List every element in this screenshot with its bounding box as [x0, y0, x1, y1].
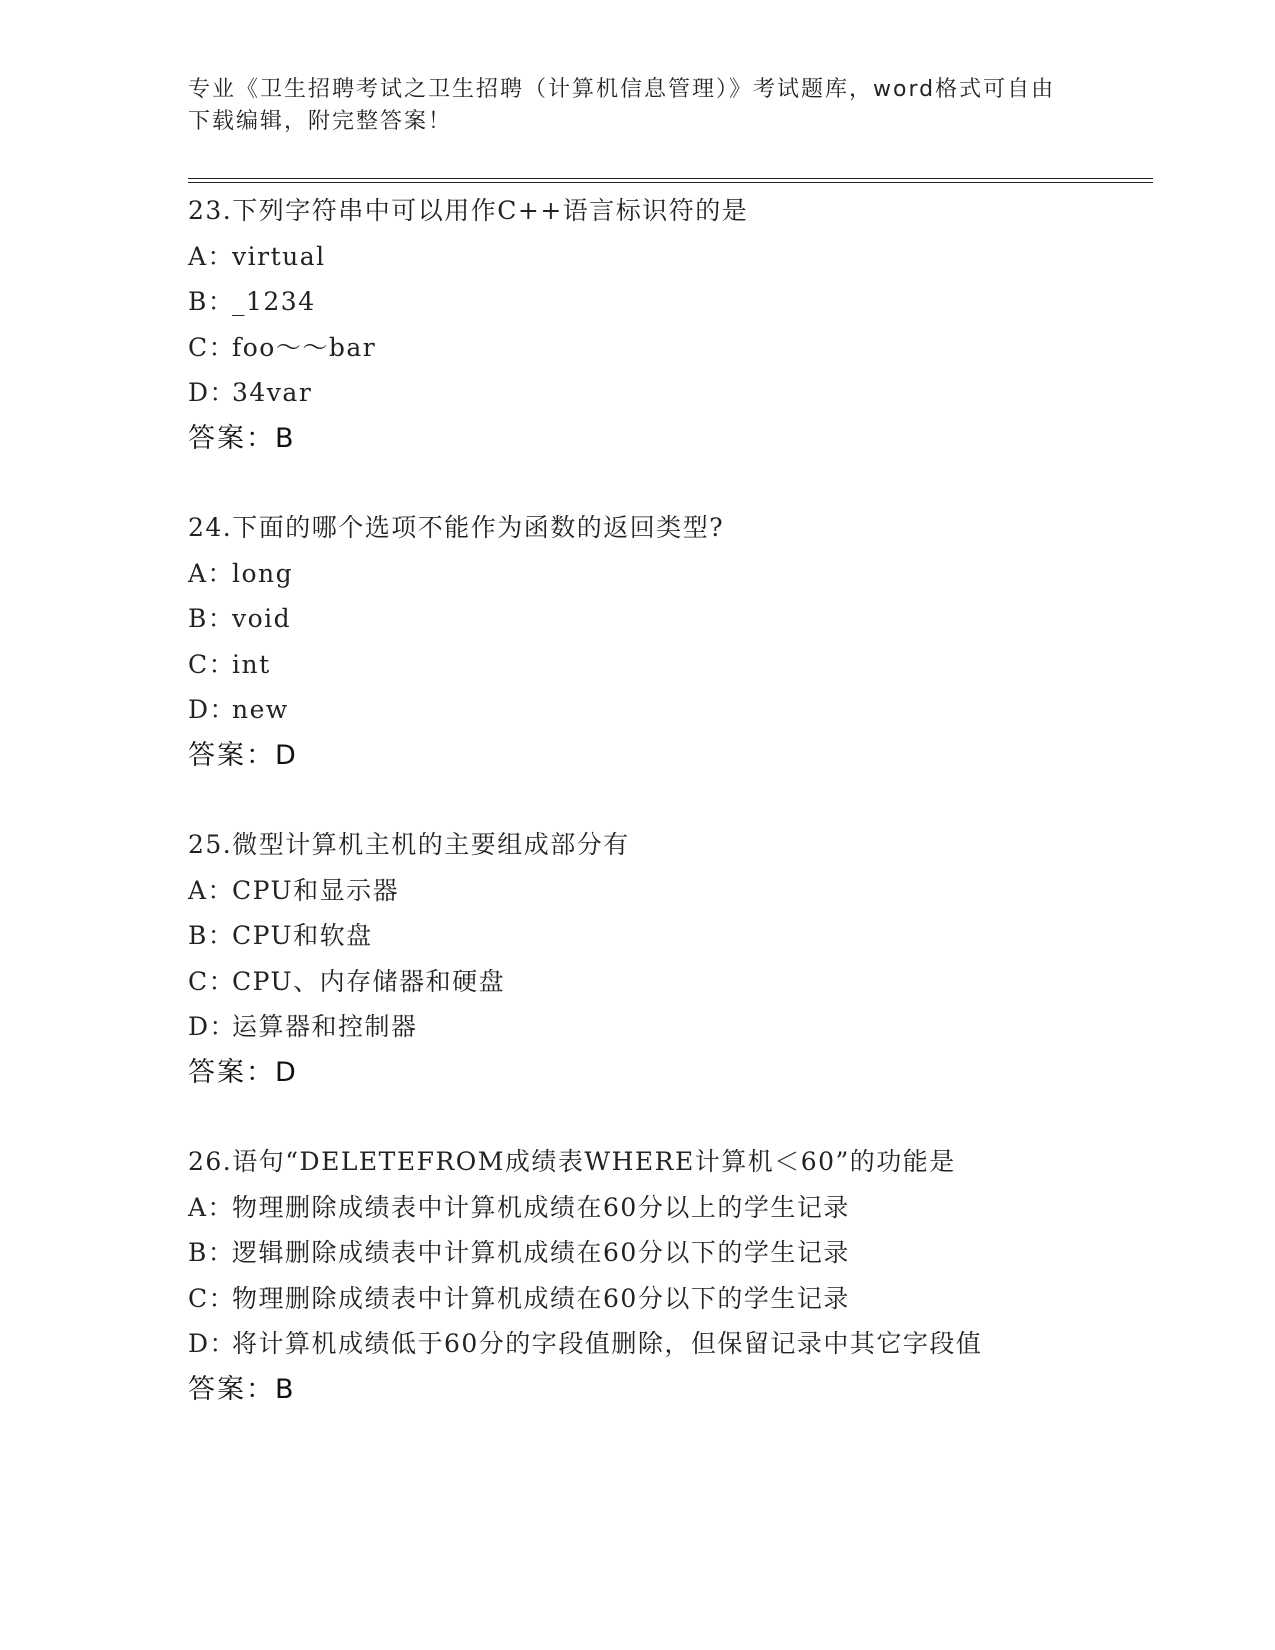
option-text: 物理删除成绩表中计算机成绩在60分以下的学生记录 — [232, 1283, 850, 1313]
option-text: long — [232, 558, 294, 588]
option-a — [188, 1185, 1148, 1231]
option-text: 将计算机成绩低于60分的字段值删除，但保留记录中其它字段值 — [232, 1329, 983, 1358]
option-key: C： — [188, 966, 236, 996]
option-text: new — [232, 695, 289, 724]
option-key: B： — [188, 604, 235, 633]
option-key: B： — [188, 1238, 235, 1267]
option-c — [188, 959, 1148, 1005]
option-text: CPU和软盘 — [232, 921, 373, 950]
answer-label: 答案： — [188, 1373, 275, 1405]
option-text: void — [232, 604, 292, 633]
option-key: A： — [188, 1192, 235, 1222]
option-key: A： — [188, 558, 235, 588]
option-a — [188, 868, 1148, 914]
option-a — [188, 551, 1148, 597]
document-header: 专业《卫生招聘考试之卫生招聘（计算机信息管理）》考试题库，word格式可自由下载编辑，附完整答案！ — [188, 77, 1056, 134]
option-d — [188, 1321, 1148, 1367]
option-text: 运算器和控制器 — [232, 1012, 418, 1041]
option-c — [188, 325, 1148, 371]
option-d — [188, 687, 1148, 733]
option-b — [188, 1230, 1148, 1276]
option-key: D： — [188, 1012, 237, 1041]
option-key: A： — [188, 241, 235, 271]
option-key: C： — [188, 332, 236, 362]
option-text: CPU、内存储器和硬盘 — [232, 966, 506, 996]
option-text: foo～～bar — [232, 332, 377, 362]
question-stem: 25.微型计算机主机的主要组成部分有 — [188, 830, 630, 859]
question-stem: 26.语句“DELETEFROM成绩表WHERE计算机＜60”的功能是 — [188, 1147, 956, 1176]
option-c — [188, 642, 1148, 688]
header-divider-bottom — [188, 182, 1153, 183]
option-key: B： — [188, 921, 235, 950]
option-c — [188, 1276, 1148, 1322]
answer-label: 答案： — [188, 422, 275, 454]
option-key: D： — [188, 1329, 237, 1358]
option-b — [188, 279, 1148, 325]
option-text: int — [232, 649, 271, 679]
question-26 — [188, 1139, 1148, 1412]
answer-value: D — [275, 739, 296, 771]
answer-value: D — [275, 1056, 296, 1088]
option-key: A： — [188, 875, 235, 905]
question-24 — [188, 505, 1148, 778]
question-stem: 24.下面的哪个选项不能作为函数的返回类型? — [188, 513, 725, 542]
question-25 — [188, 822, 1148, 1095]
option-d — [188, 1004, 1148, 1050]
option-text: 逻辑删除成绩表中计算机成绩在60分以下的学生记录 — [232, 1238, 850, 1267]
answer — [188, 733, 1148, 779]
option-key: D： — [188, 378, 237, 407]
option-key: C： — [188, 1283, 236, 1313]
answer — [188, 1367, 1148, 1413]
answer-value: B — [275, 1373, 294, 1405]
header-divider-top — [188, 178, 1153, 179]
option-text: CPU和显示器 — [232, 875, 400, 905]
question-stem: 23.下列字符串中可以用作C++语言标识符的是 — [188, 196, 749, 225]
option-text: 34var — [232, 378, 313, 407]
answer-value: B — [275, 422, 294, 454]
option-b — [188, 913, 1148, 959]
option-text: 物理删除成绩表中计算机成绩在60分以上的学生记录 — [232, 1192, 850, 1222]
option-text: _1234 — [232, 287, 316, 316]
option-key: C： — [188, 649, 236, 679]
option-key: D： — [188, 695, 237, 724]
question-23 — [188, 188, 1148, 461]
option-text: virtual — [232, 241, 326, 271]
option-a — [188, 234, 1148, 280]
answer — [188, 1050, 1148, 1096]
option-key: B： — [188, 287, 235, 316]
answer — [188, 416, 1148, 462]
answer-label: 答案： — [188, 1056, 275, 1088]
option-d — [188, 370, 1148, 416]
answer-label: 答案： — [188, 739, 275, 771]
option-b — [188, 596, 1148, 642]
